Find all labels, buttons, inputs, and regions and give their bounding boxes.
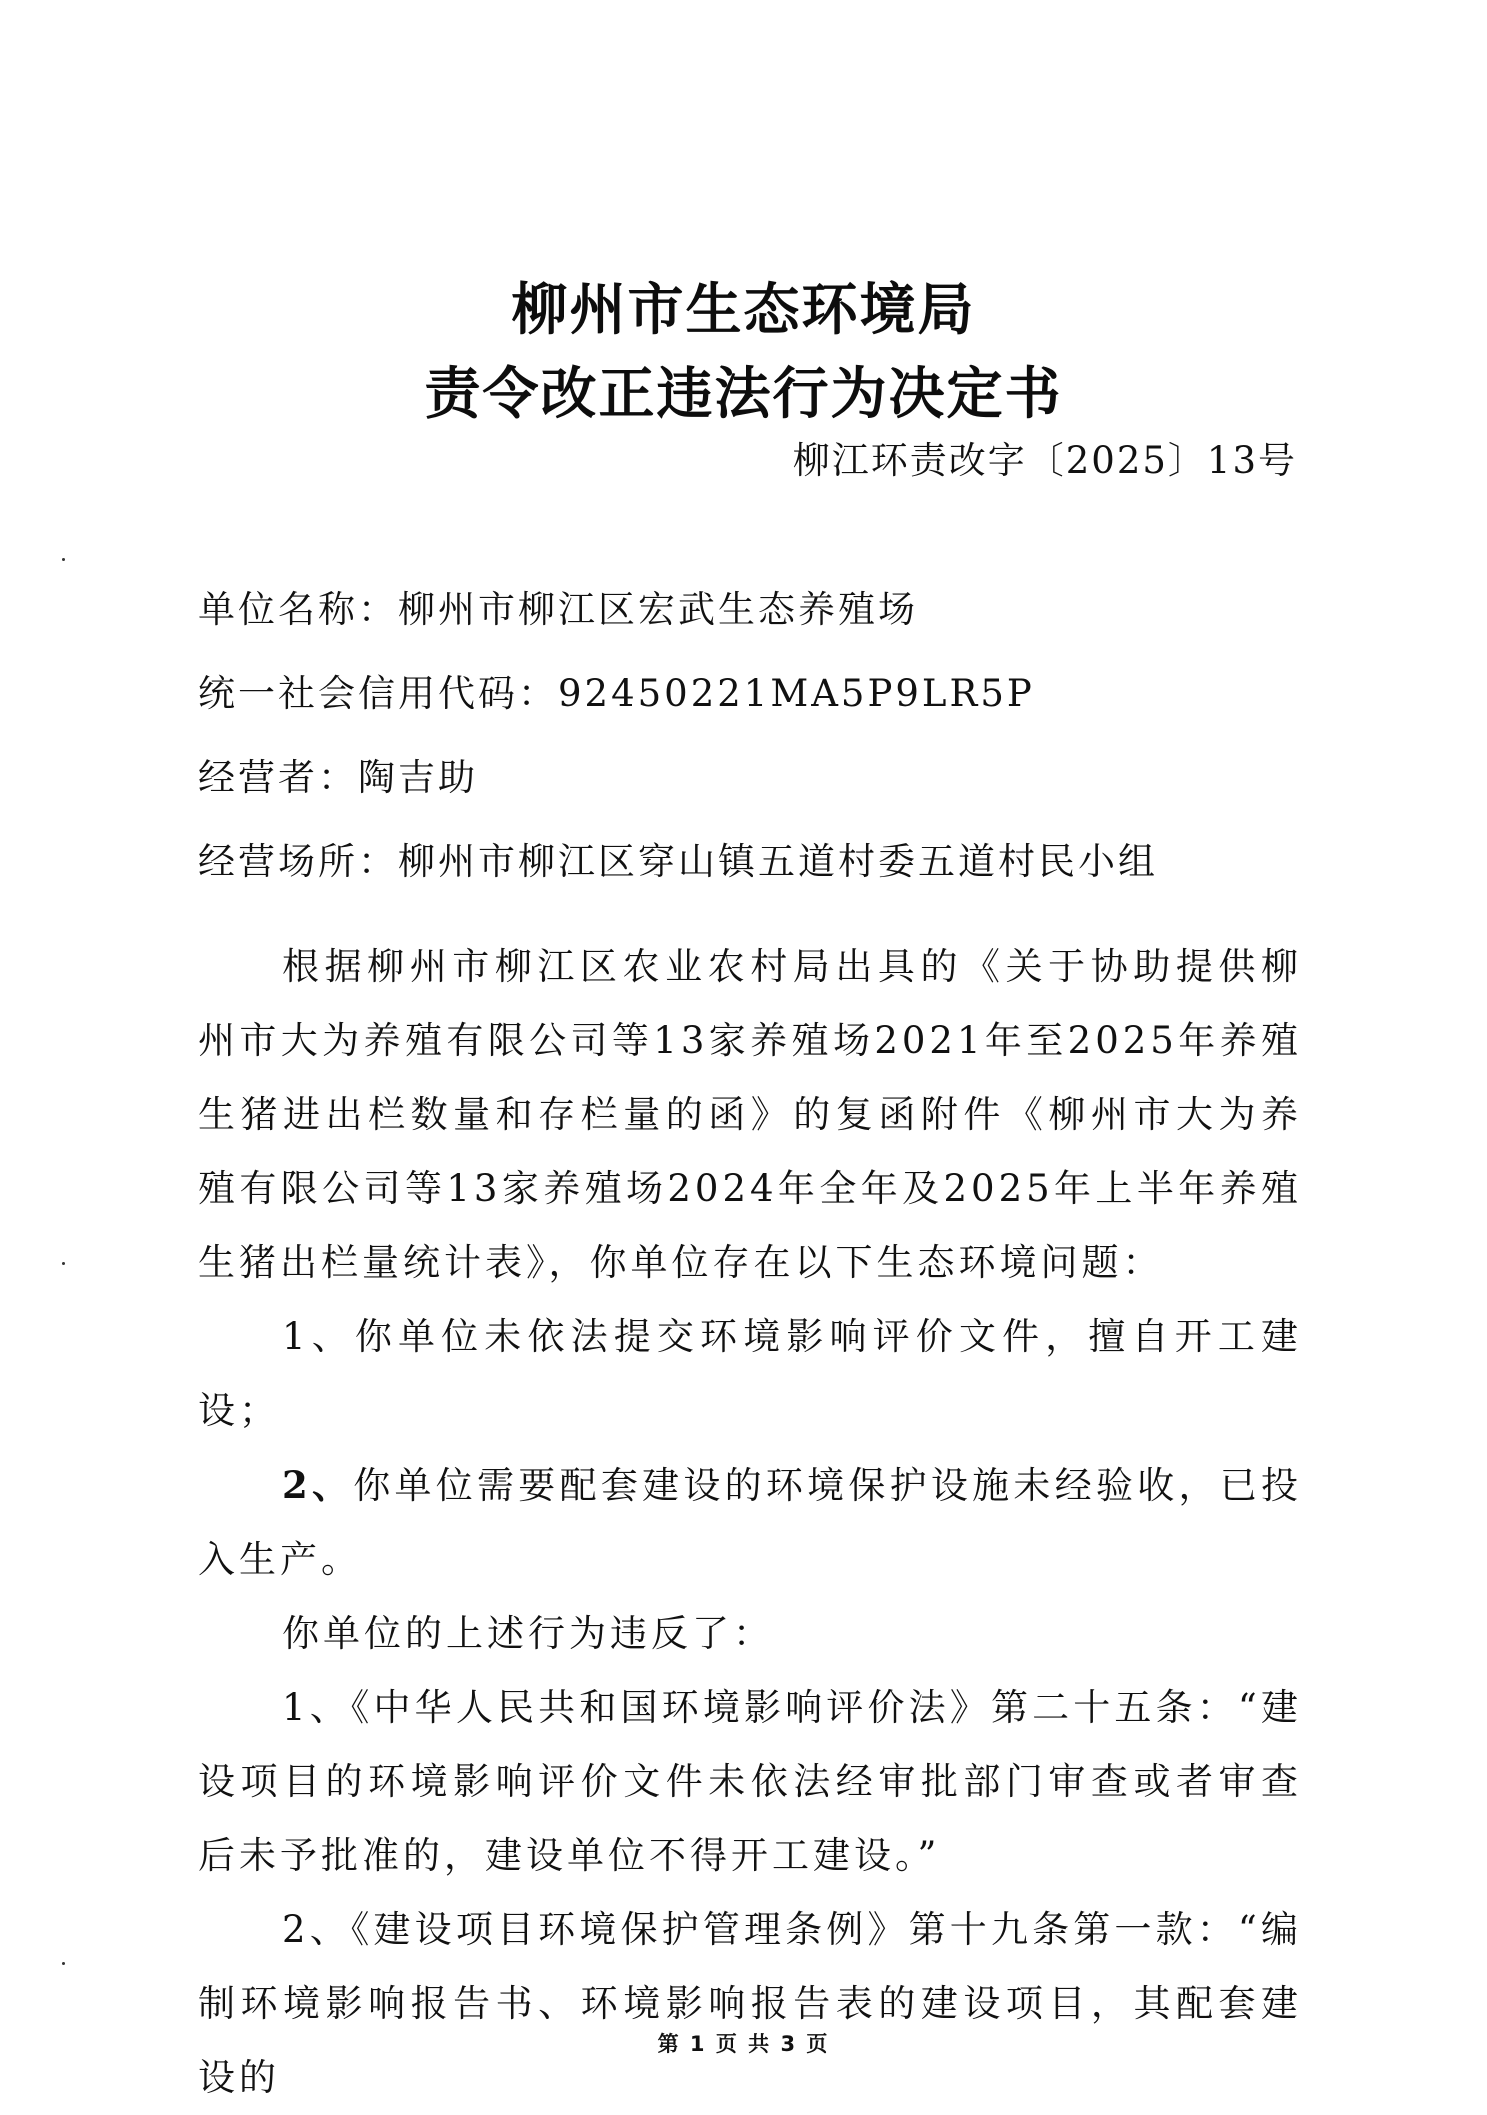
decision-title: 责令改正违法行为决定书: [424, 361, 1063, 427]
credit-code: 统一社会信用代码：92450221MA5P9LR5P: [198, 672, 1035, 715]
issue-2: [198, 1448, 1302, 1597]
margin-dot: [62, 558, 65, 561]
business-location: 经营场所：柳州市柳江区穿山镇五道村委五道村民小组: [198, 840, 1158, 883]
law-1: 1、《中华人民共和国环境影响评价法》第二十五条：“建设项目的环境影响评价文件未依法经审批部门审查或者审查后未予批准的，建设单位不得开工建设。”: [198, 1686, 1302, 1877]
margin-dot: [62, 1962, 65, 1965]
issuer-title: 柳州市生态环境局: [511, 277, 976, 343]
document-title: [0, 268, 1487, 436]
decision-body: [198, 930, 1302, 2115]
unit-name: 单位名称：柳州市柳江区宏武生态养殖场: [198, 588, 918, 631]
document-number: 柳江环责改字〔2025〕13号: [792, 439, 1297, 482]
law-2: 2、《建设项目环境保护管理条例》第十九条第一款：“编制环境影响报告书、环境影响报告表的建设项目，其配套建设的: [198, 1908, 1302, 2099]
page-number: 第 1 页 共 3 页: [657, 2032, 830, 2056]
margin-dot: [62, 1262, 65, 1265]
operator: 经营者：陶吉助: [198, 756, 478, 799]
intro-paragraph: 根据柳州市柳江区农业农村局出具的《关于协助提供柳州市大为养殖有限公司等13家养殖场2021年至2025年养殖生猪进出栏数量和存栏量的函》的复函附件《柳州市大为养殖有限公司等13家养殖场2024年全年及2025年上半年养殖生猪出栏量统计表》，你单位存在以下生态环境问题：: [198, 945, 1302, 1284]
party-info: [198, 568, 1298, 904]
violation-intro: 你单位的上述行为违反了：: [282, 1612, 774, 1655]
issue-1: 1、你单位未依法提交环境影响评价文件，擅自开工建设；: [198, 1315, 1302, 1432]
issue-2-text: 你单位需要配套建设的环境保护设施未经验收，已投入生产。: [198, 1464, 1302, 1581]
issue-2-number: 2、: [282, 1463, 354, 1507]
